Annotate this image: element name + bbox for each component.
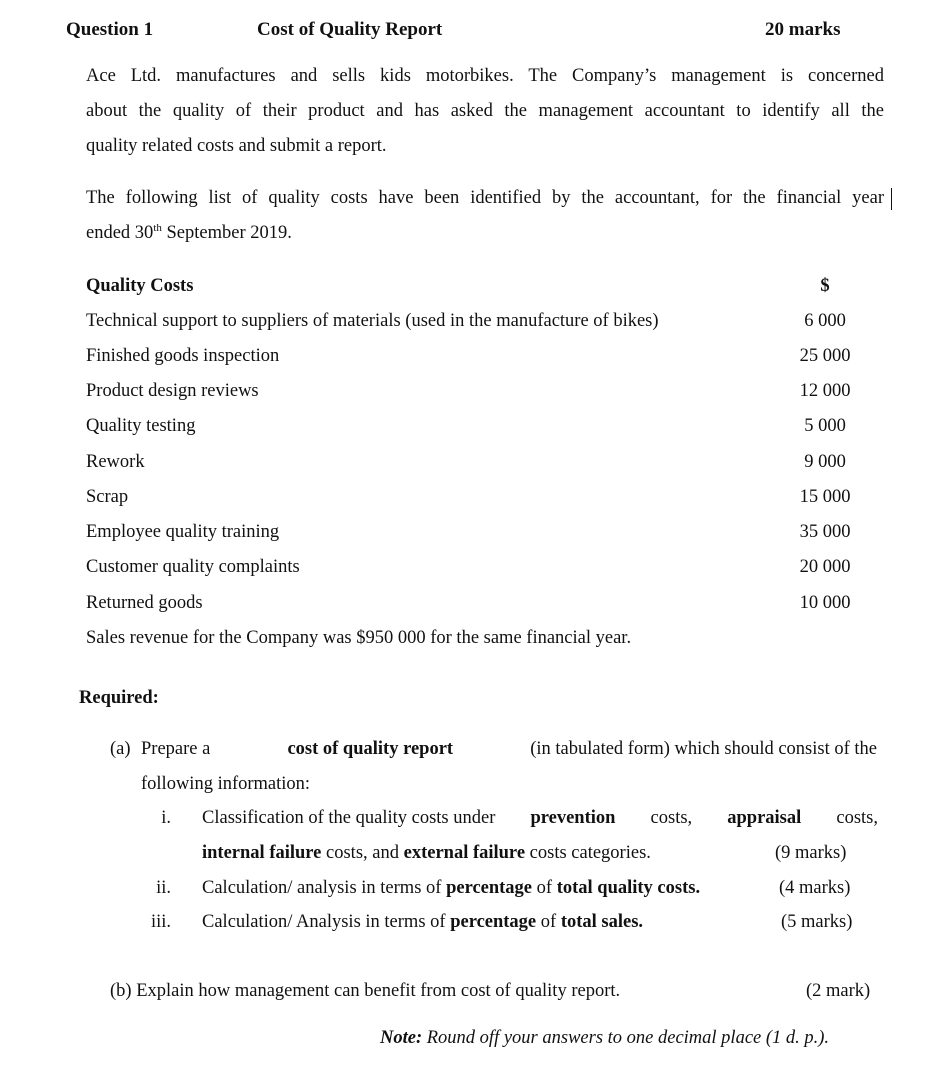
row-label: Returned goods xyxy=(86,593,203,613)
item-ii-total-quality-costs: total quality costs. xyxy=(556,878,701,898)
item-i-text-c: costs, xyxy=(650,808,693,828)
row-label: Quality testing xyxy=(86,416,196,436)
item-i-text-b2: costs, and xyxy=(321,843,404,863)
part-b-text: (b) Explain how management can benefit from cost of quality report. xyxy=(110,981,621,1001)
item-ii-text xyxy=(202,878,700,899)
row-amount: 5 000 xyxy=(804,416,846,436)
row-label: Technical support to suppliers of materials (used in the manufacture of bikes) xyxy=(86,311,659,331)
row-label: Scrap xyxy=(86,487,129,507)
list-intro-line-1 xyxy=(86,188,884,209)
item-ii-number: ii. xyxy=(156,878,171,898)
row-label: Customer quality complaints xyxy=(86,557,300,577)
item-ii-marks: (4 marks) xyxy=(779,878,851,898)
row-amount: 12 000 xyxy=(799,381,851,401)
table-header-label: Quality Costs xyxy=(86,276,194,296)
item-ii-text-a: Calculation/ analysis in terms of xyxy=(202,878,447,898)
text-cursor xyxy=(887,188,892,211)
item-i-appraisal: appraisal xyxy=(727,808,802,828)
part-a-label: (a) xyxy=(110,739,131,759)
row-amount: 25 000 xyxy=(799,346,851,366)
item-i-prevention: prevention xyxy=(530,808,616,828)
item-i-text-d2: costs categories. xyxy=(525,843,651,863)
item-i-text-a: Classification of the quality costs under xyxy=(202,808,496,828)
intro-line-2: about the quality of their product and has asked the management accountant to identify all the xyxy=(86,101,884,121)
row-amount: 9 000 xyxy=(804,452,846,472)
row-amount: 20 000 xyxy=(799,557,851,577)
sales-revenue-note: Sales revenue for the Company was $950 000 for the same financial year. xyxy=(86,628,632,648)
item-i-text-e: costs, xyxy=(836,808,878,828)
question-number: Question 1 xyxy=(66,19,154,40)
part-a-text-3: (in tabulated form) which should consist of the xyxy=(530,739,877,759)
row-label: Employee quality training xyxy=(86,522,280,542)
table-header-currency: $ xyxy=(820,276,830,296)
list-intro-sup: th xyxy=(153,222,162,234)
list-intro-pre: ended 30 xyxy=(86,223,154,243)
item-iii-total-sales: total sales. xyxy=(560,912,644,932)
part-a-line-1 xyxy=(141,739,877,760)
part-a-line-2: following information: xyxy=(141,774,311,794)
list-intro-text: The following list of quality costs have been identified by the accountant, for the financial year xyxy=(86,188,884,208)
question-marks: 20 marks xyxy=(765,19,841,40)
item-i-internal-failure: internal failure xyxy=(202,843,322,863)
row-amount: 15 000 xyxy=(799,487,851,507)
note-label: Note: xyxy=(380,1028,423,1048)
row-label: Rework xyxy=(86,452,145,472)
row-label: Finished goods inspection xyxy=(86,346,280,366)
row-amount: 6 000 xyxy=(804,311,846,331)
part-a-text-bold: cost of quality report xyxy=(287,739,454,759)
item-iii-text xyxy=(202,912,643,933)
item-iii-percentage: percentage xyxy=(450,912,537,932)
part-b-marks: (2 mark) xyxy=(806,981,871,1001)
row-amount: 35 000 xyxy=(799,522,851,542)
row-label: Product design reviews xyxy=(86,381,259,401)
rounding-note xyxy=(380,1028,829,1049)
item-iii-text-a: Calculation/ Analysis in terms of xyxy=(202,912,451,932)
item-ii-percentage: percentage xyxy=(446,878,533,898)
question-title: Cost of Quality Report xyxy=(257,19,443,40)
item-i-external-failure: external failure xyxy=(403,843,526,863)
item-iii-marks: (5 marks) xyxy=(781,912,853,932)
item-i-line-1 xyxy=(202,808,878,829)
note-text: Round off your answers to one decimal place (1 d. p.). xyxy=(422,1028,830,1048)
item-i-line-2 xyxy=(202,843,651,864)
list-intro-line-2 xyxy=(86,223,292,244)
part-a-text-1: Prepare a xyxy=(141,739,211,759)
required-heading: Required: xyxy=(79,688,159,708)
item-ii-text-c: of xyxy=(532,878,557,898)
item-i-number: i. xyxy=(161,808,171,828)
row-amount: 10 000 xyxy=(799,593,851,613)
intro-line-3: quality related costs and submit a report. xyxy=(86,136,387,156)
intro-line-1: Ace Ltd. manufactures and sells kids motorbikes. The Company’s management is concerned xyxy=(86,66,884,86)
item-iii-number: iii. xyxy=(150,912,171,932)
list-intro-post: September 2019. xyxy=(161,223,292,243)
item-iii-text-c: of xyxy=(536,912,561,932)
item-i-marks: (9 marks) xyxy=(775,843,847,863)
